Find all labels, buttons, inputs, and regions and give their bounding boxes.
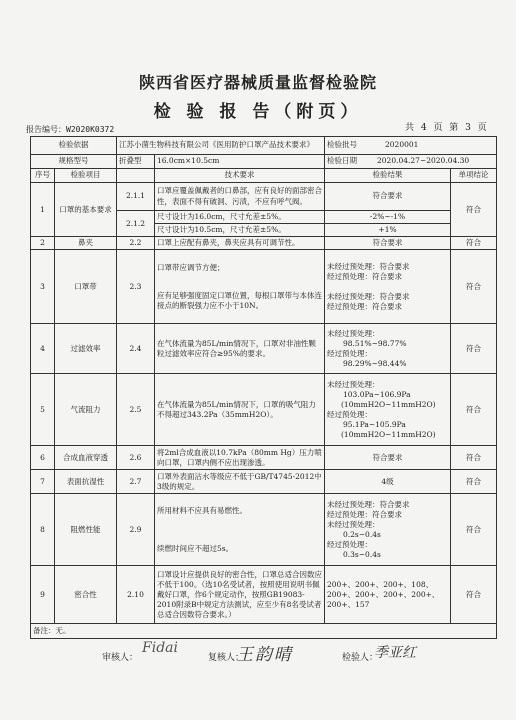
rechecker-signature: 王韵晴: [236, 645, 293, 665]
date-value: 2020.04.27~2020.04.30: [377, 156, 470, 166]
row-conclusion: 符合: [451, 183, 497, 237]
report-title: 检 验 报 告（附页）: [153, 102, 363, 122]
row-clause: 2.1.1: [117, 183, 155, 211]
row-req: 尺寸设计为16.0cm，尺寸允差±5%。: [155, 211, 325, 224]
row-no: 8: [31, 494, 55, 566]
row-item: 表面抗湿性: [55, 470, 117, 494]
table-row: [31, 183, 497, 211]
table-row: [31, 237, 497, 250]
table-row: [31, 250, 497, 324]
row-conclusion: 符合: [451, 374, 497, 446]
row-no: 9: [31, 566, 55, 624]
result-line: 未经过预处理：符合要求: [327, 261, 410, 271]
result-line: 未经过预处理：: [327, 379, 380, 389]
batch-label: 检验批号: [327, 140, 357, 150]
report-number-value: W2020K0372: [66, 125, 115, 134]
spec-label: 规格型号: [31, 155, 117, 169]
date-cell: [325, 155, 497, 169]
column-header-row: [31, 169, 497, 183]
basis-value: 江苏小菌生物科技有限公司《医用防护口罩产品技术要求》: [117, 137, 325, 155]
row-item: 过滤效率: [55, 324, 117, 374]
row-clause: 2.2: [117, 237, 155, 250]
info-row-basis: [31, 137, 497, 155]
row-no: 5: [31, 374, 55, 446]
row-clause: 2.10: [117, 566, 155, 624]
row-no: 7: [31, 470, 55, 494]
result-line: 0.2s~0.4s: [343, 529, 381, 539]
row-conclusion: 符合: [451, 494, 497, 566]
info-row-spec: [31, 155, 497, 169]
row-conclusion: 符合: [451, 324, 497, 374]
row-result: 200+、200+、200+、108、200+、200+、200+、200+、200+、157: [325, 566, 451, 624]
row-item: 口罩带: [55, 250, 117, 324]
row-result: 符合要求: [325, 183, 451, 211]
result-line: (10mmH2O~11mmH2O): [341, 430, 436, 440]
result-line: 98.29%~98.44%: [343, 359, 407, 368]
row-req: 将2ml合成血液以10.7kPa（80mm Hg）压力喷向口罩，口罩内侧不应出现渗透。: [155, 446, 325, 470]
row-clause: 2.3: [117, 250, 155, 324]
row-no: 4: [31, 324, 55, 374]
reviewer-signature: Fidai: [142, 640, 178, 656]
basis-label: 检验依据: [31, 137, 117, 155]
row-req: 口罩外表面沾水等级应不低于GB/T4745-2012中3级的规定。: [155, 470, 325, 494]
row-item: 合成血液穿透: [55, 446, 117, 470]
row-result: +1%: [325, 224, 451, 237]
result-line: 经过预处理：符合要求: [327, 509, 402, 519]
page-indicator: 共 4 页 第 3 页: [405, 123, 489, 133]
result-line: 经过预处理：符合要求: [327, 302, 402, 311]
remarks-row: [31, 624, 497, 639]
col-no: 序号: [31, 169, 55, 183]
date-label: 检验日期: [327, 156, 357, 166]
req-part: 续燃时间应不超过5s。: [157, 543, 234, 553]
row-clause: 2.9: [117, 494, 155, 566]
spec-size: 16.0cm×10.5cm: [155, 155, 325, 169]
row-clause: 2.5: [117, 374, 155, 446]
row-result: 4级: [325, 470, 451, 494]
col-conclusion: 单项结论: [451, 169, 497, 183]
col-result: 检验结果: [325, 169, 451, 183]
result-line: 未经过预处理：: [327, 328, 380, 338]
table-row: [31, 470, 497, 494]
result-line: 经过预处理：: [327, 540, 372, 549]
result-line: 0.3s~0.4s: [343, 550, 381, 560]
result-line: (10mmH2O~11mmH2O): [341, 399, 436, 409]
report-number: [26, 124, 114, 135]
row-conclusion: 符合: [451, 566, 497, 624]
result-line: 经过预处理：符合要求: [327, 271, 402, 281]
row-clause: 2.7: [117, 470, 155, 494]
row-conclusion: 符合: [451, 470, 497, 494]
row-req: 口罩应覆盖佩戴者的口鼻部，应有良好的面部密合性，表面不得有破洞、污渍，不应有呼气阀。: [155, 183, 325, 211]
result-line: 经过预处理：: [327, 348, 372, 358]
result-line: 未经过预处理：: [327, 519, 380, 529]
row-no: 1: [31, 183, 55, 237]
row-conclusion: 符合: [451, 250, 497, 324]
row-req: 口罩上应配有鼻夹，鼻夹应具有可调节性。: [155, 237, 325, 250]
row-clause: 2.6: [117, 446, 155, 470]
row-req: [155, 250, 325, 324]
reviewer-label: 审核人：: [102, 653, 139, 663]
row-clause: 2.4: [117, 324, 155, 374]
row-item: 鼻夹: [55, 237, 117, 250]
row-result: [325, 250, 451, 324]
inspection-table: [30, 136, 497, 639]
row-no: 3: [31, 250, 55, 324]
row-result: 符合要求: [325, 446, 451, 470]
row-item: 阻燃性能: [55, 494, 117, 566]
row-item: 口罩的基本要求: [55, 183, 117, 237]
result-line: 未经过预处理：符合要求: [327, 499, 410, 509]
inspector-label: 检验人：: [342, 653, 379, 663]
batch-value: 2020001: [385, 140, 419, 150]
row-item: 气流阻力: [55, 374, 117, 446]
col-req: 技术要求: [155, 169, 325, 183]
table-row: [31, 566, 497, 624]
row-result: [325, 374, 451, 446]
row-req: 在气体流量为85L/min情况下，口罩对非油性颗粒过滤效率应符合≥95%的要求。: [155, 324, 325, 374]
table-row: [31, 324, 497, 374]
rechecker-label: 复核人：: [208, 653, 245, 663]
req-part: 所用材料不应具有易燃性。: [157, 505, 247, 515]
row-req: 尺寸设计为10.5cm，尺寸允差±5%。: [155, 224, 325, 237]
remarks: 备注：无。: [31, 624, 497, 639]
table-row: [31, 374, 497, 446]
table-row: [31, 494, 497, 566]
result-line: 103.0Pa~106.9Pa: [343, 389, 411, 399]
inspector-signature: 季亚红: [374, 645, 416, 661]
row-req: 口罩设计应提供良好的密合性，口罩总适合因数应不低于100。（选10名受试者，按照使用说明书佩戴好口罩，作6个规定动作，按照GB19083-2010附录B中规定方法测试，应至少有8名受试者总适合因数符合要求。）: [155, 566, 325, 624]
row-no: 6: [31, 446, 55, 470]
row-clause: 2.1.2: [117, 211, 155, 237]
result-line: 未经过预处理：符合要求: [327, 291, 410, 301]
row-req: 在气体流量为85L/min情况下，口罩的吸气阻力不得超过343.2Pa（35mmH2O）。: [155, 374, 325, 446]
institute-name: 陕西省医疗器械质量监督检验院: [138, 73, 377, 92]
row-req: [155, 494, 325, 566]
row-conclusion: 符合: [451, 237, 497, 250]
result-line: 98.51%~98.77%: [343, 338, 407, 348]
result-line: 经过预处理：: [327, 409, 372, 419]
req-part: 口罩带应调节方便；: [157, 262, 225, 272]
row-item: 密合性: [55, 566, 117, 624]
table-row: [31, 446, 497, 470]
row-result: [325, 494, 451, 566]
row-result: [325, 324, 451, 374]
spec-type: 折叠型: [117, 155, 155, 169]
col-item: 检验项目: [55, 169, 117, 183]
row-result: 符合要求: [325, 237, 451, 250]
col-clause: [117, 169, 155, 183]
row-no: 2: [31, 237, 55, 250]
row-result: -2%~-1%: [325, 211, 451, 224]
batch-cell: [325, 137, 497, 155]
report-number-label: 报告编号：: [26, 125, 66, 134]
req-part: 应有足够强度固定口罩位置，每根口罩带与本体连接点的断裂强力应不小于10N。: [157, 290, 322, 310]
result-line: 95.1Pa~105.9Pa: [343, 420, 406, 429]
row-conclusion: 符合: [451, 446, 497, 470]
